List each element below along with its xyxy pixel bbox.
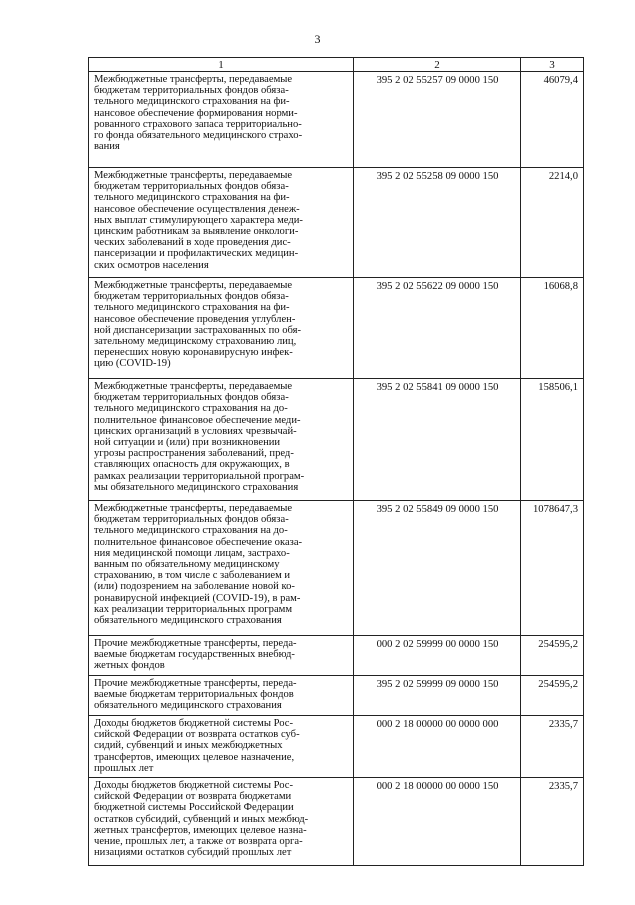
row-description: Доходы бюджетов бюджетной системы Рос- сийской Федерации от возврата остатков суб- сидий, субвенций и иных межбюджетных трансфертов, имеющих целевое назначение, прошлых лет <box>89 716 354 778</box>
column-header-3: 3 <box>521 58 584 72</box>
row-description: Межбюджетные трансферты, передаваемые бюджетам территориальных фондов обяза- тельного медицинского страхования на фи- нансовое обеспечение проведения углублен- ной диспансеризации застрахованных по обя- зательному медицинскому страхованию лиц, перенесших новую коронавирусную инфек- цию (COVID-19) <box>89 278 354 379</box>
budget-table <box>88 57 584 866</box>
row-description: Межбюджетные трансферты, передаваемые бюджетам территориальных фондов обяза- тельного медицинского страхования на до- полнительное финансовое обеспечение оказа- ния медицинской помощи лицам, застрахо- ванным по обязательному медицинскому страхованию, в том числе с заболеванием и (или) подозрением на заболевание новой ко- ронавирусной инфекцией (COVID-19), в рам- ках реализации территориальных программ обязательного медицинского страхования <box>89 501 354 636</box>
table-row <box>89 72 584 168</box>
row-amount: 1078647,3 <box>521 501 584 636</box>
table-row <box>89 168 584 278</box>
row-code: 000 2 18 00000 00 0000 150 <box>354 778 521 866</box>
row-code: 395 2 02 55258 09 0000 150 <box>354 168 521 278</box>
row-amount: 254595,2 <box>521 636 584 676</box>
row-amount: 158506,1 <box>521 379 584 501</box>
row-description: Доходы бюджетов бюджетной системы Рос- сийской Федерации от возврата бюджетами бюджетной системы Российской Федерации остатков субсидий, субвенций и иных межбюд- жетных трансфертов, имеющих целевое назна- чение, прошлых лет, а также от возврата орга- низациями остатков субсидий прошлых лет <box>89 778 354 866</box>
row-description: Межбюджетные трансферты, передаваемые бюджетам территориальных фондов обяза- тельного медицинского страхования на до- полнительное финансовое обеспечение меди- цинских организаций в условиях чрезвычай- ной ситуации и (или) при возникновении угрозы распространения заболеваний, пред- ставляющих опасность для окружающих, в рамках реализации территориальной програм- мы обязательного медицинского страхования <box>89 379 354 501</box>
table-row <box>89 716 584 778</box>
row-code: 395 2 02 55849 09 0000 150 <box>354 501 521 636</box>
row-code: 395 2 02 55257 09 0000 150 <box>354 72 521 168</box>
row-amount: 2335,7 <box>521 716 584 778</box>
table-row <box>89 379 584 501</box>
column-header-2: 2 <box>354 58 521 72</box>
row-code: 000 2 02 59999 00 0000 150 <box>354 636 521 676</box>
row-description: Межбюджетные трансферты, передаваемые бюджетам территориальных фондов обяза- тельного медицинского страхования на фи- нансовое обеспечение осуществления денеж- ных выплат стимулирующего характера меди- цинским работникам за выявление онкологи- ческих заболеваний в ходе проведения дис- пансеризации и профилактических медицин- ских осмотров населения <box>89 168 354 278</box>
row-amount: 46079,4 <box>521 72 584 168</box>
row-code: 395 2 02 55622 09 0000 150 <box>354 278 521 379</box>
table-header-row <box>89 58 584 72</box>
row-description: Межбюджетные трансферты, передаваемые бюджетам территориальных фондов обяза- тельного медицинского страхования на фи- нансовое обеспечение формирования норми- рованного страхового запаса территориально- го фонда обязательного медицинского страхо- вания <box>89 72 354 168</box>
row-code: 395 2 02 59999 09 0000 150 <box>354 676 521 716</box>
row-description: Прочие межбюджетные трансферты, переда- ваемые бюджетам государственных внебюд- жетных фондов <box>89 636 354 676</box>
table-row <box>89 501 584 636</box>
table-row <box>89 676 584 716</box>
column-header-1: 1 <box>89 58 354 72</box>
row-amount: 2214,0 <box>521 168 584 278</box>
page-number: 3 <box>314 32 321 46</box>
row-code: 395 2 02 55841 09 0000 150 <box>354 379 521 501</box>
row-code: 000 2 18 00000 00 0000 000 <box>354 716 521 778</box>
row-amount: 2335,7 <box>521 778 584 866</box>
table-row <box>89 636 584 676</box>
table-row <box>89 778 584 866</box>
table-row <box>89 278 584 379</box>
row-amount: 254595,2 <box>521 676 584 716</box>
row-description: Прочие межбюджетные трансферты, переда- ваемые бюджетам территориальных фондов обязательного медицинского страхования <box>89 676 354 716</box>
row-amount: 16068,8 <box>521 278 584 379</box>
